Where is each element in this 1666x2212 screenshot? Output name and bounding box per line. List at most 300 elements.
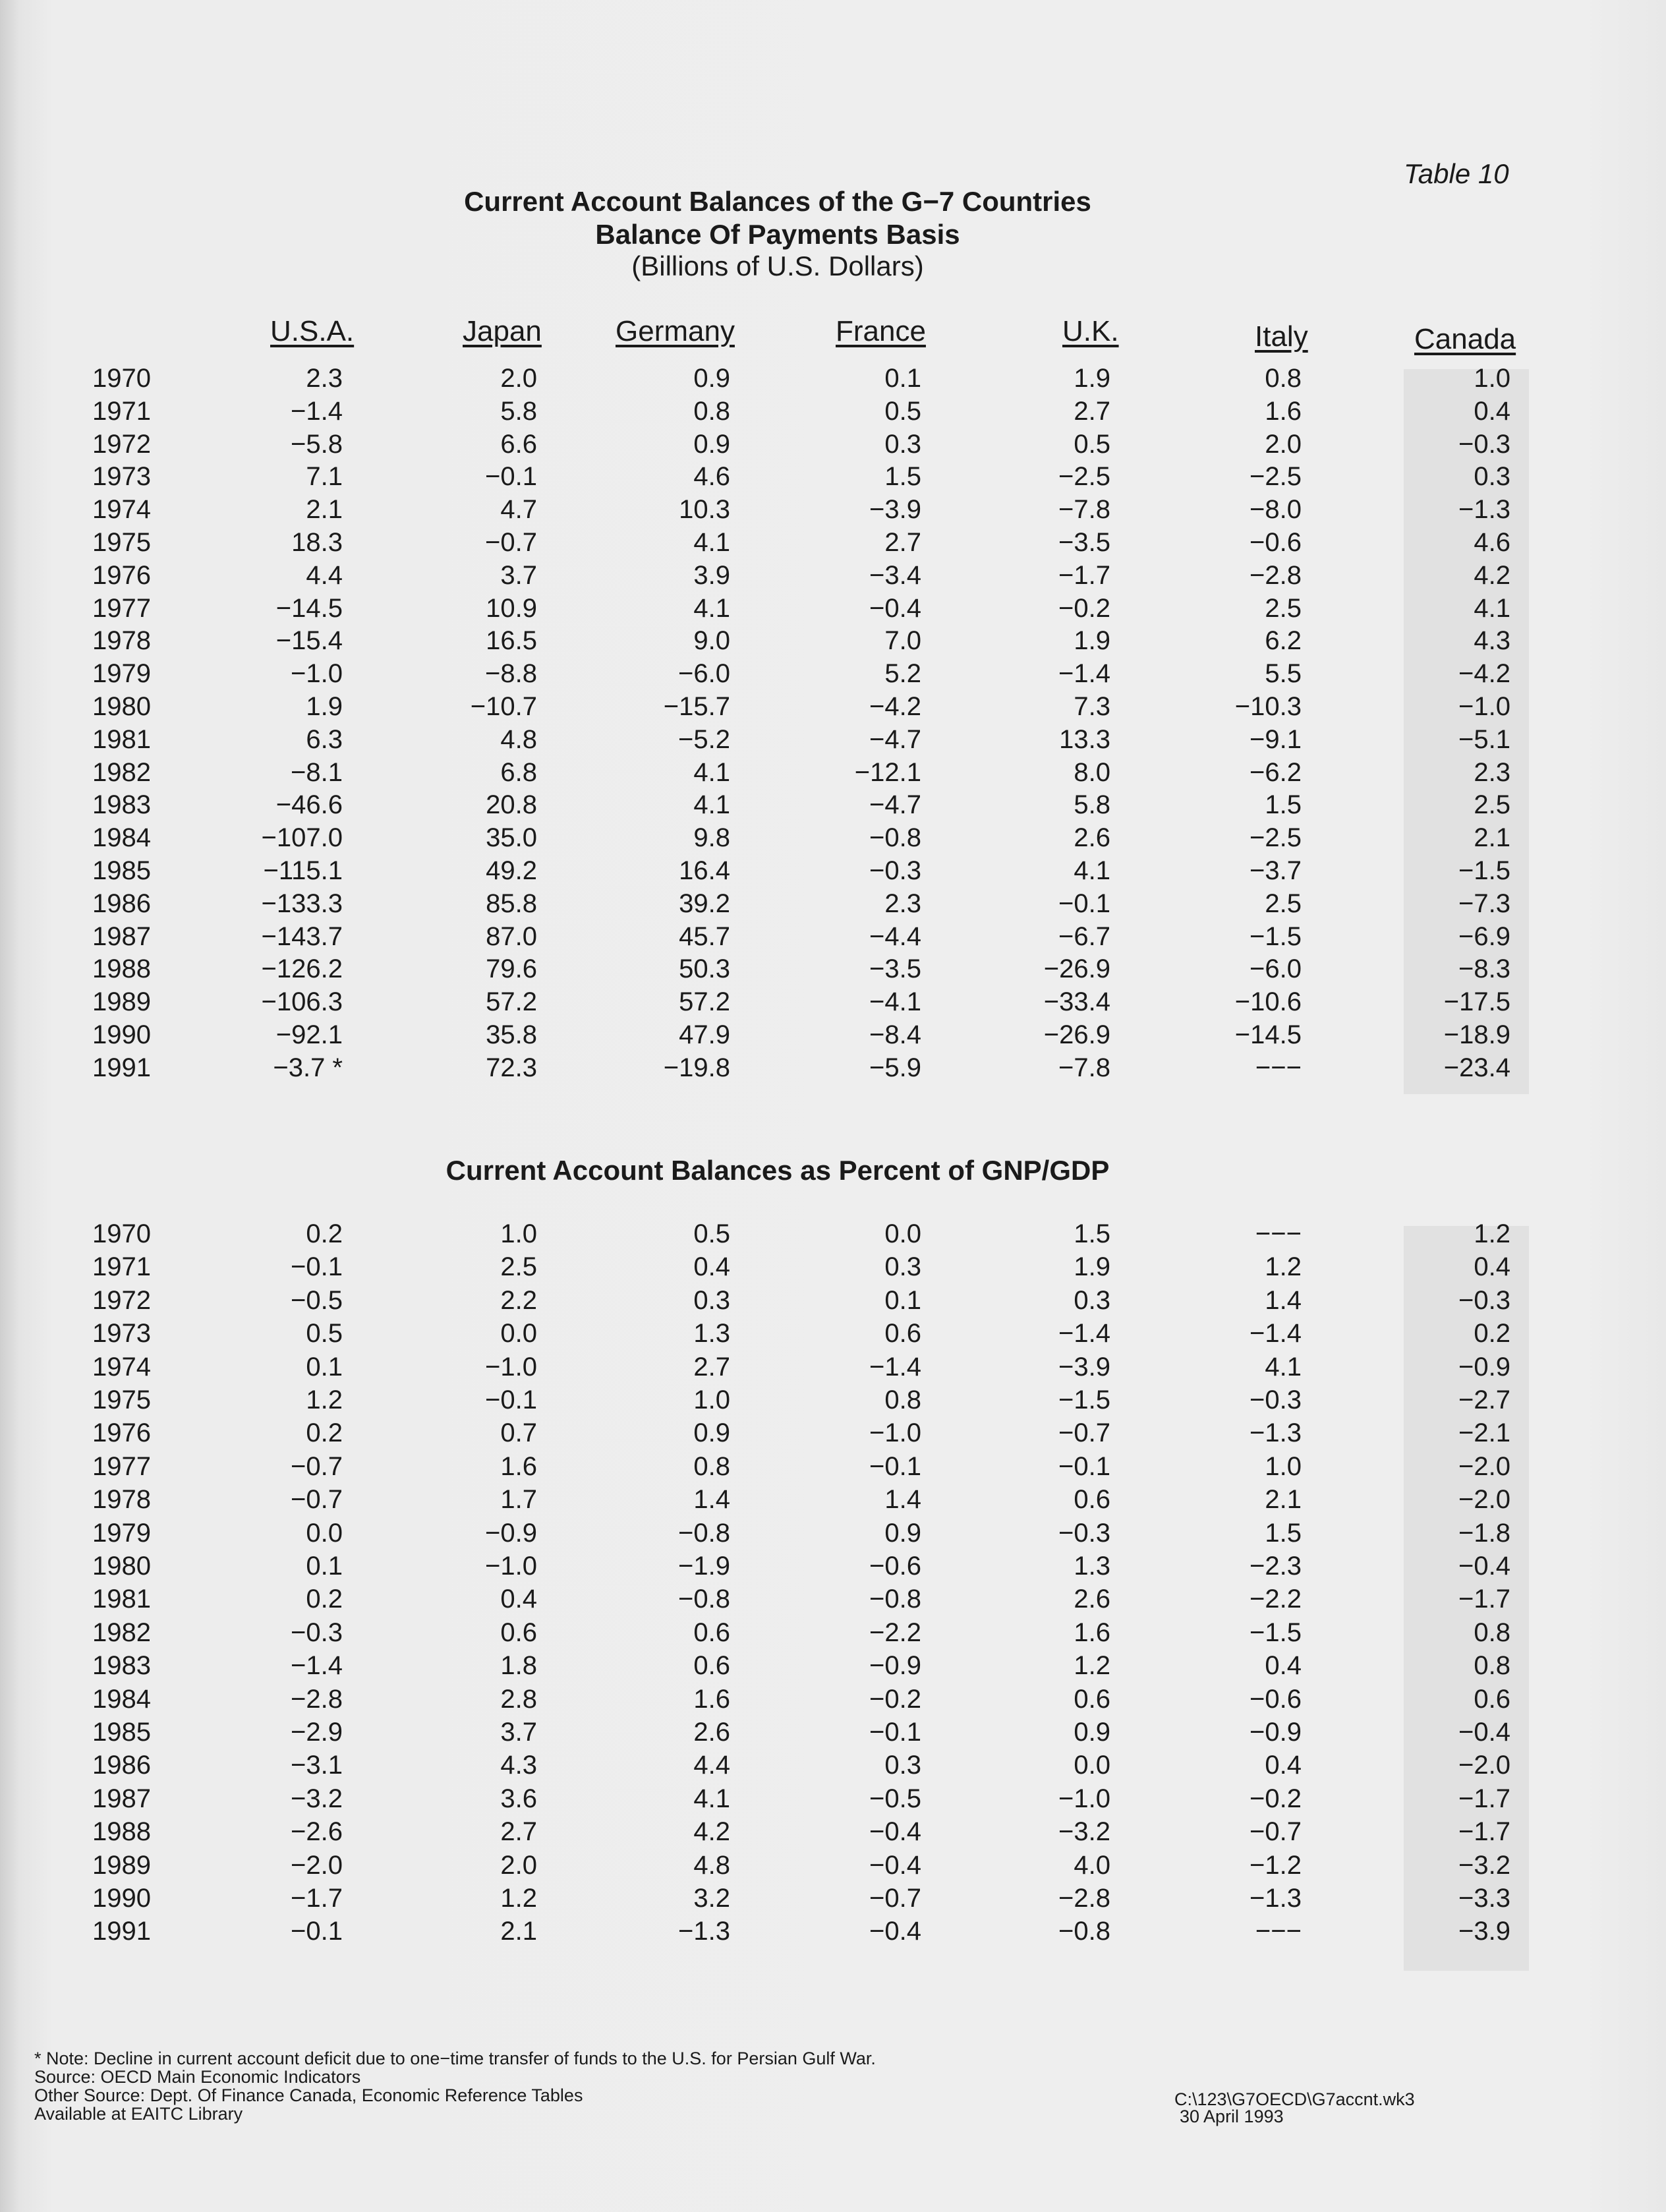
germany-cell: 0.3 (693, 1285, 730, 1315)
japan-cell: −0.1 (485, 1385, 537, 1414)
table-row (0, 922, 1666, 955)
france-cell: −4.1 (869, 987, 921, 1017)
canada-cell: −18.9 (1443, 1020, 1510, 1049)
germany-cell: 4.8 (693, 1850, 730, 1880)
year-cell: 1982 (92, 1617, 151, 1647)
italy-cell: −14.5 (1234, 1020, 1302, 1049)
france-cell: −4.7 (869, 724, 921, 754)
germany-cell: −1.9 (678, 1552, 730, 1581)
canada-cell: −0.3 (1458, 429, 1510, 459)
year-cell: 1990 (92, 1884, 151, 1913)
germany-cell: 0.9 (693, 364, 730, 393)
footnote-source: Source: OECD Main Economic Indicators (34, 2067, 361, 2087)
usa-cell: −46.6 (275, 790, 343, 820)
uk-cell: −2.8 (1058, 1884, 1110, 1913)
table-row (0, 1552, 1666, 1585)
table-row (0, 561, 1666, 594)
usa-cell: −1.4 (291, 396, 343, 426)
germany-cell: 4.6 (693, 462, 730, 492)
japan-cell: 2.2 (500, 1285, 537, 1315)
usa-cell: −3.2 (291, 1784, 343, 1813)
year-cell: 1986 (92, 888, 151, 918)
year-cell: 1974 (92, 1352, 151, 1382)
year-cell: 1973 (92, 1319, 151, 1349)
canada-cell: −2.7 (1458, 1385, 1510, 1414)
france-cell: 0.3 (884, 429, 921, 459)
uk-cell: −1.5 (1058, 1385, 1110, 1414)
france-cell: −0.9 (869, 1651, 921, 1681)
germany-cell: 0.4 (693, 1252, 730, 1282)
uk-cell: −7.8 (1058, 495, 1110, 525)
canada-cell: 0.8 (1474, 1651, 1510, 1681)
japan-cell: 6.8 (500, 757, 537, 787)
usa-cell: −0.3 (291, 1617, 343, 1647)
canada-cell: −2.0 (1458, 1485, 1510, 1515)
uk-cell: −0.3 (1058, 1518, 1110, 1548)
usa-cell: −8.1 (291, 757, 343, 787)
table-row (0, 1219, 1666, 1252)
year-cell: 1975 (92, 1385, 151, 1414)
table-row (0, 1418, 1666, 1451)
canada-cell: −6.9 (1458, 921, 1510, 951)
column-header-germany: Germany (616, 315, 735, 347)
table-row (0, 626, 1666, 659)
canada-cell: 1.2 (1474, 1219, 1510, 1248)
canada-cell: 2.1 (1474, 823, 1510, 853)
uk-cell: −3.9 (1058, 1352, 1110, 1382)
germany-cell: 39.2 (679, 888, 730, 918)
table-row (0, 1751, 1666, 1784)
usa-cell: 0.2 (306, 1585, 343, 1614)
column-header-canada: Canada (1414, 323, 1516, 355)
uk-cell: −0.7 (1058, 1418, 1110, 1448)
germany-cell: −1.3 (678, 1917, 730, 1946)
germany-cell: 3.2 (693, 1884, 730, 1913)
table-title: Current Account Balances of the G−7 Countries (464, 186, 1091, 217)
table-row (0, 495, 1666, 528)
uk-cell: 0.3 (1074, 1285, 1110, 1315)
canada-cell: −4.2 (1458, 659, 1510, 689)
italy-cell: −9.1 (1250, 724, 1302, 754)
table-row (0, 1319, 1666, 1352)
table-row (0, 692, 1666, 725)
canada-cell: 2.5 (1474, 790, 1510, 820)
year-cell: 1986 (92, 1751, 151, 1780)
italy-cell: 0.4 (1265, 1651, 1302, 1681)
japan-cell: −1.0 (485, 1552, 537, 1581)
canada-cell: −3.9 (1458, 1917, 1510, 1946)
italy-cell: −2.3 (1250, 1552, 1302, 1581)
table-row (0, 1020, 1666, 1053)
italy-cell: 2.5 (1265, 888, 1302, 918)
france-cell: −4.4 (869, 921, 921, 951)
japan-cell: 1.2 (500, 1884, 537, 1913)
japan-cell: 0.4 (500, 1585, 537, 1614)
usa-cell: 0.2 (306, 1219, 343, 1248)
uk-cell: 4.0 (1074, 1850, 1110, 1880)
file-path: C:\123\G7OECD\G7accnt.wk3 (1174, 2089, 1415, 2109)
france-cell: 2.3 (884, 888, 921, 918)
italy-cell: −0.7 (1250, 1817, 1302, 1847)
france-cell: −0.2 (869, 1684, 921, 1714)
france-cell: 0.6 (884, 1319, 921, 1349)
table-row (0, 725, 1666, 758)
uk-cell: 2.6 (1074, 823, 1110, 853)
japan-cell: 2.0 (500, 364, 537, 393)
usa-cell: −0.7 (291, 1485, 343, 1515)
table-row (0, 1286, 1666, 1319)
usa-cell: −1.0 (291, 659, 343, 689)
year-cell: 1974 (92, 495, 151, 525)
year-cell: 1987 (92, 921, 151, 951)
usa-cell: 2.1 (306, 495, 343, 525)
japan-cell: 72.3 (486, 1053, 537, 1082)
usa-cell: −2.0 (291, 1850, 343, 1880)
italy-cell: −0.3 (1250, 1385, 1302, 1414)
italy-cell: 1.0 (1265, 1451, 1302, 1481)
usa-cell: −115.1 (263, 856, 343, 885)
year-cell: 1971 (92, 396, 151, 426)
uk-cell: −0.8 (1058, 1917, 1110, 1946)
italy-cell: −0.6 (1250, 1684, 1302, 1714)
table-row (0, 1252, 1666, 1285)
france-cell: −0.4 (869, 1817, 921, 1847)
usa-cell: −3.1 (291, 1751, 343, 1780)
japan-cell: 87.0 (486, 921, 537, 951)
canada-cell: 0.2 (1474, 1319, 1510, 1349)
uk-cell: −1.4 (1058, 1319, 1110, 1349)
year-cell: 1971 (92, 1252, 151, 1282)
year-cell: 1973 (92, 462, 151, 492)
usa-cell: −3.7 * (273, 1053, 343, 1082)
canada-cell: 0.8 (1474, 1617, 1510, 1647)
year-cell: 1988 (92, 1817, 151, 1847)
usa-cell: −126.2 (261, 954, 343, 984)
table-row (0, 1452, 1666, 1485)
japan-cell: −10.7 (470, 692, 537, 721)
table-row (0, 462, 1666, 495)
year-cell: 1978 (92, 1485, 151, 1515)
uk-cell: 5.8 (1074, 790, 1110, 820)
year-cell: 1979 (92, 659, 151, 689)
year-cell: 1978 (92, 626, 151, 656)
germany-cell: −0.8 (678, 1585, 730, 1614)
usa-cell: −92.1 (275, 1020, 343, 1049)
france-cell: 1.5 (884, 462, 921, 492)
usa-cell: −2.6 (291, 1817, 343, 1847)
uk-cell: −33.4 (1043, 987, 1110, 1017)
italy-cell: −8.0 (1250, 495, 1302, 525)
table-row (0, 397, 1666, 430)
italy-cell: −6.0 (1250, 954, 1302, 984)
year-cell: 1988 (92, 954, 151, 984)
section-title-percent-gnp: Current Account Balances as Percent of GNP/GDP (445, 1155, 1110, 1186)
table-row (0, 1618, 1666, 1651)
table-row (0, 889, 1666, 922)
year-cell: 1972 (92, 1285, 151, 1315)
year-cell: 1981 (92, 1585, 151, 1614)
france-cell: −0.8 (869, 1585, 921, 1614)
japan-cell: 3.7 (500, 1718, 537, 1747)
france-cell: −8.4 (869, 1020, 921, 1049)
italy-cell: 6.2 (1265, 626, 1302, 656)
france-cell: −3.9 (869, 495, 921, 525)
table-row (0, 954, 1666, 987)
germany-cell: 1.6 (693, 1684, 730, 1714)
italy-cell: 1.5 (1265, 1518, 1302, 1548)
japan-cell: 0.6 (500, 1617, 537, 1647)
uk-cell: −1.4 (1058, 659, 1110, 689)
japan-cell: 16.5 (486, 626, 537, 656)
france-cell: 0.3 (884, 1751, 921, 1780)
table-row (0, 1485, 1666, 1518)
year-cell: 1977 (92, 1451, 151, 1481)
italy-cell: 1.4 (1265, 1285, 1302, 1315)
uk-cell: 0.0 (1074, 1751, 1110, 1780)
table-row (0, 659, 1666, 692)
canada-cell: −1.8 (1458, 1518, 1510, 1548)
japan-cell: 35.8 (486, 1020, 537, 1049)
canada-cell: −0.9 (1458, 1352, 1510, 1382)
canada-cell: 0.4 (1474, 1252, 1510, 1282)
usa-cell: 0.1 (306, 1552, 343, 1581)
uk-cell: 2.7 (1074, 396, 1110, 426)
footnote-note: * Note: Decline in current account deficit due to one−time transfer of funds to the U.S. for Persian Gulf War. (34, 2049, 876, 2068)
usa-cell: −1.7 (291, 1884, 343, 1913)
uk-cell: 0.5 (1074, 429, 1110, 459)
column-header-france: France (836, 315, 926, 347)
italy-cell: 4.1 (1265, 1352, 1302, 1382)
year-cell: 1985 (92, 856, 151, 885)
italy-cell: −10.3 (1234, 692, 1302, 721)
canada-cell: −0.4 (1458, 1552, 1510, 1581)
japan-cell: 5.8 (500, 396, 537, 426)
japan-cell: −1.0 (485, 1352, 537, 1382)
usa-cell: −107.0 (261, 823, 343, 853)
germany-cell: 10.3 (679, 495, 730, 525)
canada-cell: −8.3 (1458, 954, 1510, 984)
france-cell: −5.9 (869, 1053, 921, 1082)
uk-cell: 1.3 (1074, 1552, 1110, 1581)
usa-cell: −2.9 (291, 1718, 343, 1747)
usa-cell: −14.5 (275, 593, 343, 623)
japan-cell: 85.8 (486, 888, 537, 918)
canada-cell: 1.0 (1474, 364, 1510, 393)
france-cell: −0.5 (869, 1784, 921, 1813)
footnote-availability: Available at EAITC Library (34, 2104, 243, 2124)
france-cell: −0.4 (869, 1917, 921, 1946)
canada-cell: 0.4 (1474, 396, 1510, 426)
italy-cell: −1.4 (1250, 1319, 1302, 1349)
uk-cell: 1.2 (1074, 1651, 1110, 1681)
table-row (0, 594, 1666, 627)
year-cell: 1985 (92, 1718, 151, 1747)
italy-cell: −−− (1255, 1219, 1302, 1248)
table-row (0, 1685, 1666, 1718)
canada-cell: −23.4 (1443, 1053, 1510, 1082)
japan-cell: 3.7 (500, 560, 537, 590)
japan-cell: 57.2 (486, 987, 537, 1017)
table-row (0, 1585, 1666, 1617)
germany-cell: 4.4 (693, 1751, 730, 1780)
usa-cell: 0.2 (306, 1418, 343, 1448)
uk-cell: 2.6 (1074, 1585, 1110, 1614)
germany-cell: 0.9 (693, 1418, 730, 1448)
column-header-uk: U.K. (1062, 315, 1119, 347)
uk-cell: −2.5 (1058, 462, 1110, 492)
canada-cell: −0.4 (1458, 1718, 1510, 1747)
canada-cell: −1.7 (1458, 1817, 1510, 1847)
japan-cell: −0.1 (485, 462, 537, 492)
japan-cell: 2.1 (500, 1917, 537, 1946)
france-cell: −3.5 (869, 954, 921, 984)
italy-cell: 1.2 (1265, 1252, 1302, 1282)
germany-cell: 4.2 (693, 1817, 730, 1847)
japan-cell: 4.7 (500, 495, 537, 525)
year-cell: 1972 (92, 429, 151, 459)
usa-cell: 1.2 (306, 1385, 343, 1414)
italy-cell: −1.2 (1250, 1850, 1302, 1880)
france-cell: −4.2 (869, 692, 921, 721)
canada-cell: 4.3 (1474, 626, 1510, 656)
usa-cell: 6.3 (306, 724, 343, 754)
france-cell: 0.1 (884, 364, 921, 393)
year-cell: 1970 (92, 1219, 151, 1248)
usa-cell: 4.4 (306, 560, 343, 590)
japan-cell: 1.6 (500, 1451, 537, 1481)
japan-cell: 20.8 (486, 790, 537, 820)
table-row (0, 528, 1666, 561)
usa-cell: 0.5 (306, 1319, 343, 1349)
usa-cell: −0.7 (291, 1451, 343, 1481)
table-row (0, 823, 1666, 856)
table-row (0, 856, 1666, 889)
uk-cell: 1.5 (1074, 1219, 1110, 1248)
japan-cell: 1.8 (500, 1651, 537, 1681)
germany-cell: 9.0 (693, 626, 730, 656)
canada-cell: −2.1 (1458, 1418, 1510, 1448)
germany-cell: 0.9 (693, 429, 730, 459)
usa-cell: 18.3 (291, 528, 343, 557)
uk-cell: −3.5 (1058, 528, 1110, 557)
france-cell: 7.0 (884, 626, 921, 656)
italy-cell: −1.5 (1250, 921, 1302, 951)
table-row (0, 364, 1666, 397)
uk-cell: −0.1 (1058, 888, 1110, 918)
germany-cell: 1.0 (693, 1385, 730, 1414)
usa-cell: −1.4 (291, 1651, 343, 1681)
uk-cell: −0.2 (1058, 593, 1110, 623)
germany-cell: 1.3 (693, 1319, 730, 1349)
italy-cell: −6.2 (1250, 757, 1302, 787)
usa-cell: 0.0 (306, 1518, 343, 1548)
usa-cell: −133.3 (261, 888, 343, 918)
germany-cell: 4.1 (693, 757, 730, 787)
japan-cell: −8.8 (485, 659, 537, 689)
italy-cell: 2.0 (1265, 429, 1302, 459)
year-cell: 1984 (92, 823, 151, 853)
uk-cell: 1.9 (1074, 1252, 1110, 1282)
canada-cell: −7.3 (1458, 888, 1510, 918)
germany-cell: 2.6 (693, 1718, 730, 1747)
table-label: Table 10 (1404, 158, 1509, 189)
year-cell: 1983 (92, 790, 151, 820)
uk-cell: 7.3 (1074, 692, 1110, 721)
usa-cell: 1.9 (306, 692, 343, 721)
canada-cell: 2.3 (1474, 757, 1510, 787)
year-cell: 1989 (92, 987, 151, 1017)
germany-cell: 4.1 (693, 528, 730, 557)
year-cell: 1980 (92, 1552, 151, 1581)
japan-cell: 2.8 (500, 1684, 537, 1714)
france-cell: 0.5 (884, 396, 921, 426)
italy-cell: −0.6 (1250, 528, 1302, 557)
italy-cell: −1.3 (1250, 1884, 1302, 1913)
uk-cell: 0.9 (1074, 1718, 1110, 1747)
table-row (0, 1784, 1666, 1817)
year-cell: 1976 (92, 560, 151, 590)
uk-cell: −1.0 (1058, 1784, 1110, 1813)
year-cell: 1970 (92, 364, 151, 393)
japan-cell: 0.7 (500, 1418, 537, 1448)
japan-cell: 4.8 (500, 724, 537, 754)
table-row (0, 1651, 1666, 1684)
italy-cell: −1.3 (1250, 1418, 1302, 1448)
canada-cell: −3.3 (1458, 1884, 1510, 1913)
germany-cell: 1.4 (693, 1485, 730, 1515)
footnote-other-source: Other Source: Dept. Of Finance Canada, Economic Reference Tables (34, 2085, 583, 2105)
table-subtitle: Balance Of Payments Basis (595, 219, 960, 250)
uk-cell: −6.7 (1058, 921, 1110, 951)
japan-cell: −0.9 (485, 1518, 537, 1548)
usa-cell: 7.1 (306, 462, 343, 492)
japan-cell: 6.6 (500, 429, 537, 459)
france-cell: −12.1 (854, 757, 921, 787)
japan-cell: 2.0 (500, 1850, 537, 1880)
france-cell: 0.0 (884, 1219, 921, 1248)
japan-cell: 49.2 (486, 856, 537, 885)
italy-cell: −3.7 (1250, 856, 1302, 885)
uk-cell: −1.7 (1058, 560, 1110, 590)
usa-cell: −15.4 (275, 626, 343, 656)
france-cell: 0.8 (884, 1385, 921, 1414)
japan-cell: 35.0 (486, 823, 537, 853)
usa-cell: 0.1 (306, 1352, 343, 1382)
japan-cell: 3.6 (500, 1784, 537, 1813)
canada-cell: 4.2 (1474, 560, 1510, 590)
column-header-usa: U.S.A. (270, 315, 355, 347)
france-cell: −4.7 (869, 790, 921, 820)
japan-cell: 10.9 (486, 593, 537, 623)
usa-cell: −0.5 (291, 1285, 343, 1315)
japan-cell: 2.7 (500, 1817, 537, 1847)
germany-cell: 3.9 (693, 560, 730, 590)
japan-cell: 1.7 (500, 1485, 537, 1515)
france-cell: −0.4 (869, 1850, 921, 1880)
italy-cell: −−− (1255, 1917, 1302, 1946)
usa-cell: −0.1 (291, 1917, 343, 1946)
table-row (0, 987, 1666, 1020)
table-row (0, 1817, 1666, 1850)
table-row (0, 790, 1666, 823)
france-cell: 5.2 (884, 659, 921, 689)
year-cell: 1982 (92, 757, 151, 787)
france-cell: 2.7 (884, 528, 921, 557)
year-cell: 1990 (92, 1020, 151, 1049)
france-cell: 0.3 (884, 1252, 921, 1282)
italy-cell: 5.5 (1265, 659, 1302, 689)
italy-cell: −2.5 (1250, 823, 1302, 853)
